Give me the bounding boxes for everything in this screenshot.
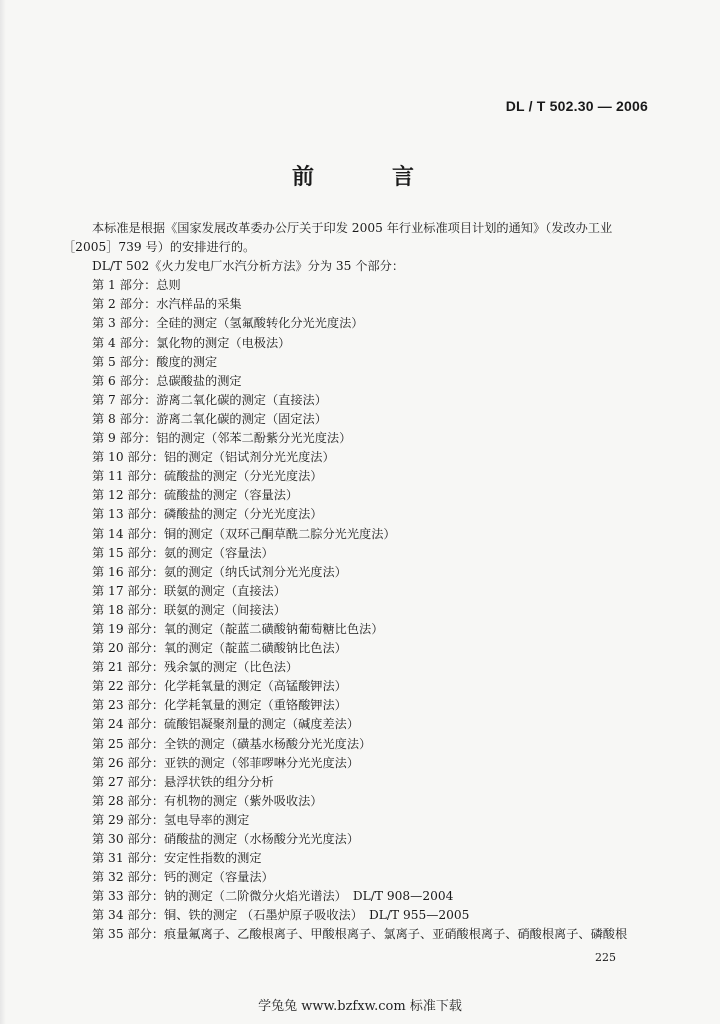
part-item: 第 35 部分：痕量氟离子、乙酸根离子、甲酸根离子、氯离子、亚硝酸根离子、硝酸根离子、磷酸根 <box>92 927 628 942</box>
part-item: 第 27 部分：悬浮状铁的组分分析 <box>92 774 274 789</box>
part-item: 第 32 部分：钙的测定（容量法） <box>92 870 274 885</box>
part-item: 第 3 部分：全硅的测定（氢氟酸转化分光光度法） <box>92 316 364 331</box>
part-item: 第 15 部分：氨的测定（容量法） <box>92 545 274 560</box>
part-item: 第 16 部分：氨的测定（纳氏试剂分光光度法） <box>92 564 347 579</box>
part-item: 第 33 部分：钠的测定（二阶微分火焰光谱法） DL/T 908—2004 <box>92 889 454 904</box>
intro-parts-summary: DL/T 502《火力发电厂水汽分析方法》分为 35 个部分： <box>92 259 405 274</box>
part-item: 第 23 部分：化学耗氧量的测定（重铬酸钾法） <box>92 698 347 713</box>
part-item: 第 20 部分：氧的测定（靛蓝二磺酸钠比色法） <box>92 641 347 656</box>
part-item: 第 5 部分：酸度的测定 <box>92 354 218 369</box>
part-item: 第 10 部分：铝的测定（铝试剂分光光度法） <box>92 450 335 465</box>
part-item: 第 9 部分：铝的测定（邻苯二酚紫分光光度法） <box>92 431 352 446</box>
intro-paragraph-line2: ［2005］739 号）的安排进行的。 <box>63 240 256 255</box>
part-item: 第 34 部分：铜、铁的测定 （石墨炉原子吸收法） DL/T 955—2005 <box>92 908 470 923</box>
part-item: 第 11 部分：硫酸盐的测定（分光光度法） <box>92 469 323 484</box>
part-item: 第 1 部分：总则 <box>92 278 181 293</box>
part-item: 第 4 部分：氯化物的测定（电极法） <box>92 335 291 350</box>
part-item: 第 8 部分：游离二氧化碳的测定（固定法） <box>92 411 327 426</box>
part-item: 第 21 部分：残余氯的测定（比色法） <box>92 660 299 675</box>
part-item: 第 25 部分：全铁的测定（磺基水杨酸分光光度法） <box>92 736 372 751</box>
part-item: 第 7 部分：游离二氧化碳的测定（直接法） <box>92 392 327 407</box>
page-number: 225 <box>595 951 616 964</box>
part-item: 第 6 部分：总碳酸盐的测定 <box>92 373 242 388</box>
part-item: 第 29 部分：氢电导率的测定 <box>92 812 250 827</box>
part-item: 第 30 部分：硝酸盐的测定（水杨酸分光光度法） <box>92 832 360 846</box>
part-item: 第 26 部分：亚铁的测定（邻菲啰啉分光光度法） <box>92 755 360 770</box>
part-item: 第 31 部分：安定性指数的测定 <box>92 851 262 866</box>
part-item: 第 13 部分：磷酸盐的测定（分光光度法） <box>92 507 323 522</box>
standard-code: DL / T 502.30 — 2006 <box>505 98 648 114</box>
part-item: 第 28 部分：有机物的测定（紫外吸收法） <box>92 793 323 808</box>
part-item: 第 2 部分：水汽样品的采集 <box>92 297 242 312</box>
part-item: 第 22 部分：化学耗氧量的测定（高锰酸钾法） <box>92 679 347 694</box>
document-body <box>63 219 640 945</box>
part-item: 第 24 部分：硫酸铝凝聚剂量的测定（碱度差法） <box>92 717 360 732</box>
part-item: 第 14 部分：铜的测定（双环己酮草酰二腙分光光度法） <box>92 526 396 541</box>
part-item: 第 19 部分：氧的测定（靛蓝二磺酸钠葡萄糖比色法） <box>92 621 384 636</box>
footer-watermark: 学兔兔 www.bzfxw.com 标准下载 <box>258 999 462 1014</box>
part-item: 第 17 部分：联氨的测定（直接法） <box>92 583 286 598</box>
parts-list <box>92 276 640 944</box>
intro-paragraph-line1: 本标准是根据《国家发展改革委办公厅关于印发 2005 年行业标准项目计划的通知》（发改办工业 <box>92 221 613 235</box>
page-title: 前 言 <box>291 164 442 190</box>
part-item: 第 18 部分：联氨的测定（间接法） <box>92 602 286 617</box>
part-item: 第 12 部分：硫酸盐的测定（容量法） <box>92 488 299 503</box>
scan-edge <box>0 0 6 1024</box>
